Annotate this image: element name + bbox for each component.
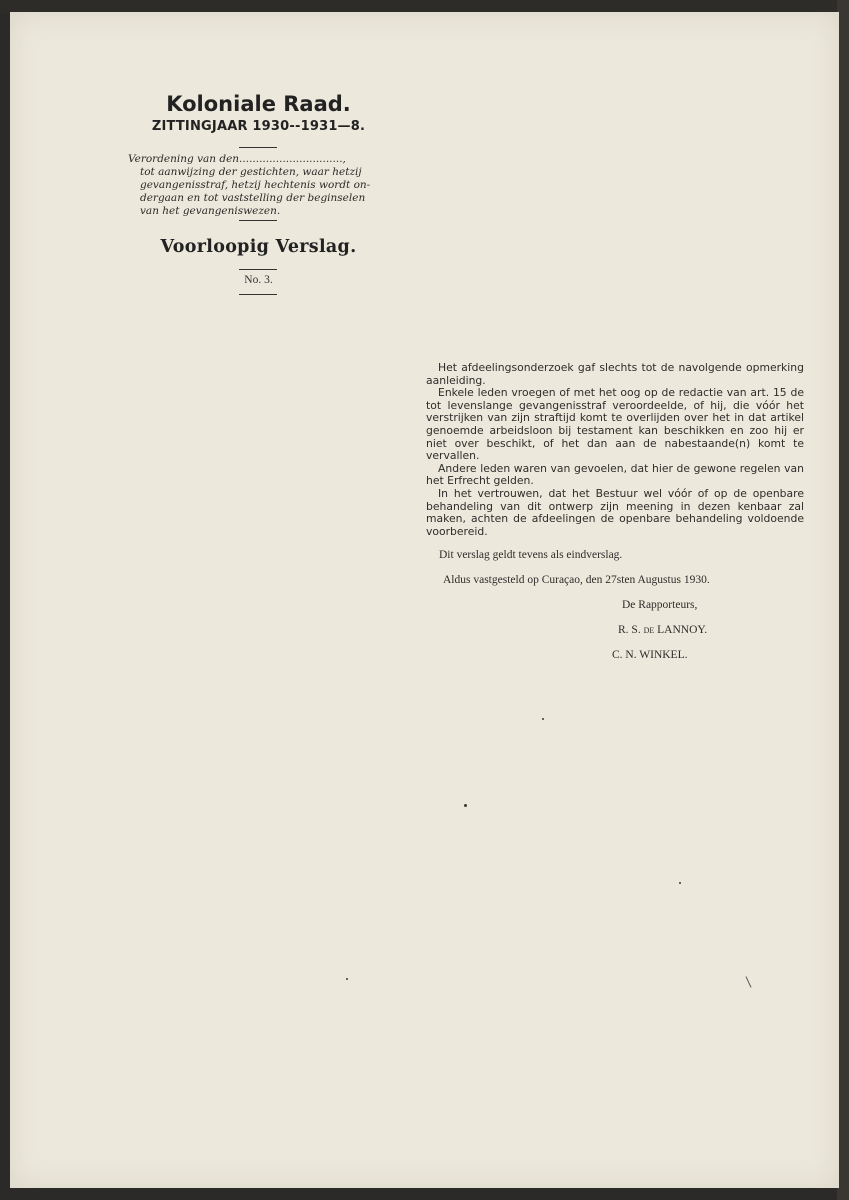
divider-rule <box>239 269 277 270</box>
subject-line: van het gevangeniswezen. <box>140 205 281 217</box>
paper-speck <box>542 718 544 720</box>
paper-speck <box>464 804 467 807</box>
subject-line: tot aanwijzing der gestichten, waar hetzij <box>140 166 362 178</box>
report-body <box>426 362 804 538</box>
divider-rule <box>239 220 277 221</box>
body-paragraph: Andere leden waren van gevoelen, dat hier de gewone regelen van het Erfrecht gelden. <box>426 461 804 488</box>
paper-speck <box>346 978 348 980</box>
paper-speck <box>679 882 681 884</box>
rapporteur-signature <box>618 624 707 636</box>
session-line: ZITTINGJAAR 1930--1931—8. <box>151 119 366 134</box>
subject-line: dergaan en tot vaststelling der beginselen <box>140 192 366 204</box>
divider-rule <box>239 147 277 148</box>
rapporteur-surname: LANNOY. <box>657 624 708 636</box>
rapporteur-signature: C. N. WINKEL. <box>612 649 688 661</box>
body-paragraph: In het vertrouwen, dat het Bestuur wel vóór of op de openbare behandeling van dit ontwerp zijn meening in dezen kenbaar zal maken, achten de afdeelingen de openbare behandeling voldoende voorbereid. <box>426 486 804 538</box>
report-number: No. 3. <box>244 274 273 286</box>
body-paragraph: Het afdeelingsonderzoek gaf slechts tot de navolgende opmerking aanleiding. <box>426 361 804 387</box>
ordinance-subject <box>128 153 398 218</box>
rapporteur-particle: de <box>643 624 655 636</box>
body-paragraph: Enkele leden vroegen of met het oog op de redactie van art. 15 de tot levenslange gevangenisstraf veroordeelde, of hij, die vóór het verstrijken van zijn straftijd komt te overlijden over het in dat artikel genoemde arbeidsloon bij testament kan beschikken en zoo hij er niet over beschikt, of het dan aan de nabestaande(n) komt te vervallen. <box>426 386 804 463</box>
rapporteur-initials: R. S. <box>618 624 641 636</box>
divider-rule <box>239 294 277 295</box>
report-title: Voorloopig Verslag. <box>160 237 357 257</box>
subject-line: Verordening van den..............................., <box>128 153 346 165</box>
rapporteurs-label: De Rapporteurs, <box>622 599 698 611</box>
subject-line: gevangenisstraf, hetzij hechtenis wordt on- <box>140 179 371 191</box>
adoption-statement: Aldus vastgesteld op Curaçao, den 27sten Augustus 1930. <box>443 574 710 586</box>
document-page <box>10 12 839 1188</box>
paper-mark <box>746 976 752 987</box>
final-report-note: Dit verslag geldt tevens als eindverslag. <box>439 549 623 561</box>
council-title: Koloniale Raad. <box>166 92 351 116</box>
